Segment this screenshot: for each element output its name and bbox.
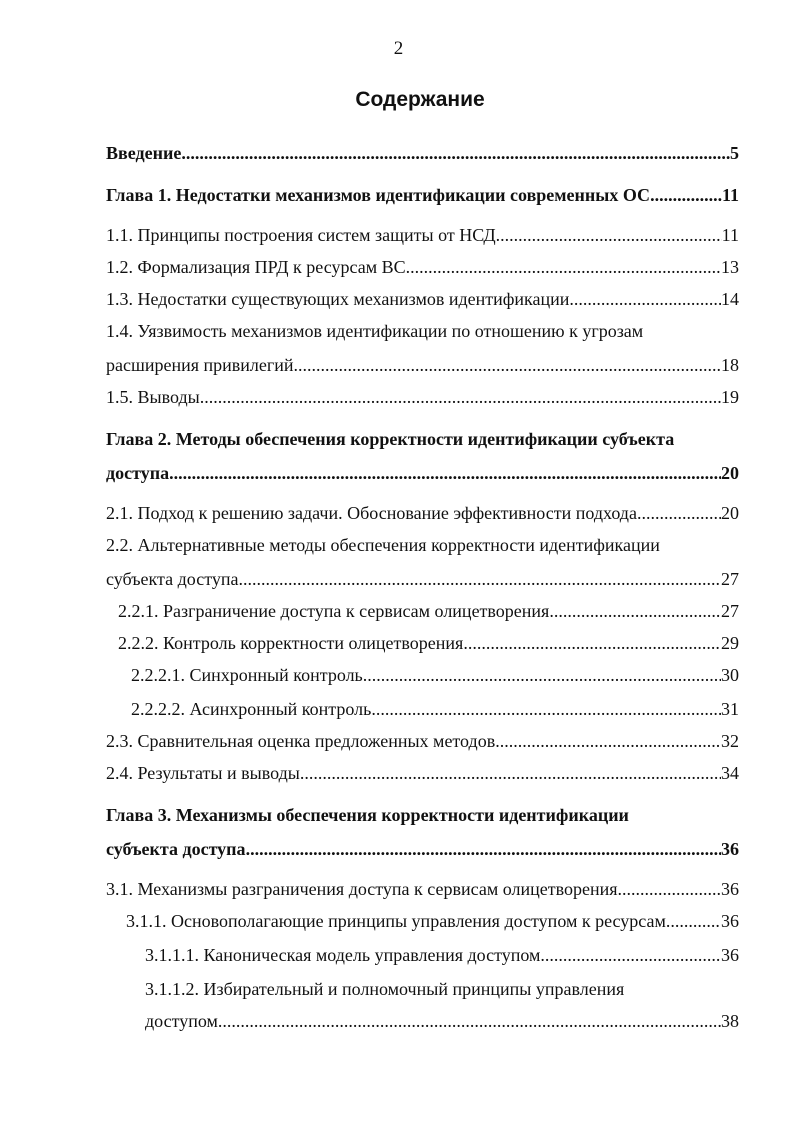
leader-dots bbox=[650, 182, 722, 208]
toc-entry-page: 34 bbox=[721, 763, 739, 783]
toc-entry-text: 3.1. Механизмы разграничения доступа к сервисам олицетворения bbox=[106, 879, 618, 899]
toc-entry bbox=[106, 876, 739, 902]
toc-entry-page: 36 bbox=[721, 879, 739, 899]
toc-entry-page: 38 bbox=[721, 1011, 739, 1031]
page-title: Содержание bbox=[355, 88, 485, 111]
toc-entry-text: 2.2.1. Разграничение доступа к сервисам олицетворения bbox=[118, 601, 550, 621]
toc-entry-page: 11 bbox=[721, 225, 739, 245]
leader-dots bbox=[218, 1008, 721, 1034]
toc-entry-page: 18 bbox=[721, 355, 739, 375]
leader-dots bbox=[496, 222, 722, 248]
toc-entry-text: расширения привилегий bbox=[106, 355, 294, 375]
toc-entry-page: 30 bbox=[721, 665, 739, 685]
toc-entry bbox=[106, 182, 739, 208]
toc-entry-text: 2.2. Альтернативные методы обеспечения корректности идентификации bbox=[106, 535, 660, 555]
leader-dots bbox=[495, 728, 721, 754]
leader-dots bbox=[183, 460, 721, 486]
leader-dots bbox=[406, 254, 721, 280]
toc-entry-text: 2.2.2.2. Асинхронный контроль bbox=[131, 699, 372, 719]
toc-entry-text: 2.4. Результаты и выводы bbox=[106, 763, 300, 783]
toc-entry-text: Глава 1. Недостатки механизмов идентификации современных ОС bbox=[106, 185, 651, 205]
toc-entry-text: Глава 2. Методы обеспечения корректности идентификации субъекта bbox=[106, 429, 675, 449]
toc-entry bbox=[131, 696, 739, 722]
toc-entry bbox=[118, 598, 739, 624]
toc-entry-text: субъекта доступа bbox=[106, 839, 246, 859]
toc-entry bbox=[145, 942, 739, 968]
leader-dots bbox=[569, 286, 721, 312]
toc-entry-text: Глава 3. Механизмы обеспечения корректности идентификации bbox=[106, 805, 629, 825]
leader-dots bbox=[463, 630, 721, 656]
toc-entry bbox=[145, 1008, 739, 1034]
toc-entry-text: субъекта доступа bbox=[106, 569, 239, 589]
leader-dots bbox=[200, 384, 721, 410]
toc-entry-text: 3.1.1.1. Каноническая модель управления доступом bbox=[145, 945, 541, 965]
leader-dots bbox=[618, 876, 722, 902]
leader-dots bbox=[294, 352, 721, 378]
toc-entry-text: 3.1.1.2. Избирательный и полномочный принципы управления bbox=[145, 979, 625, 999]
toc-entry-page: 11 bbox=[721, 185, 739, 205]
toc-entry-page: 5 bbox=[730, 143, 739, 163]
toc-entry-text: Введение bbox=[106, 143, 182, 163]
toc-entry-text: доступа... bbox=[106, 463, 183, 483]
toc-entry-text: 3.1.1. Основополагающие принципы управления доступом к ресурсам bbox=[126, 911, 666, 931]
toc-entry bbox=[106, 254, 739, 280]
leader-dots bbox=[549, 598, 721, 624]
toc-entry bbox=[106, 728, 739, 754]
toc-entry-text: 2.1. Подход к решению задачи. Обоснование эффективности подхода bbox=[106, 503, 637, 523]
toc-entry bbox=[118, 630, 739, 656]
toc-entry-text: 1.2. Формализация ПРД к ресурсам ВС bbox=[106, 257, 406, 277]
leader-dots bbox=[637, 500, 721, 526]
toc-entry bbox=[106, 318, 739, 344]
toc-entry bbox=[126, 908, 739, 934]
leader-dots bbox=[300, 760, 721, 786]
leader-dots bbox=[371, 696, 721, 722]
toc-entry bbox=[106, 286, 739, 312]
toc-entry-page: 19 bbox=[721, 387, 739, 407]
page-number: 2 bbox=[393, 38, 404, 59]
toc-entry-page: 29 bbox=[721, 633, 739, 653]
toc-entry-page: 36 bbox=[721, 839, 739, 859]
toc-entry bbox=[106, 384, 739, 410]
toc-entry-text: 2.2.2.1. Синхронный контроль bbox=[131, 665, 363, 685]
toc-entry-page: 20 bbox=[721, 463, 739, 483]
toc-entry-text: 1.5. Выводы bbox=[106, 387, 200, 407]
toc-entry-text: 1.3. Недостатки существующих механизмов идентификации bbox=[106, 289, 570, 309]
leader-dots bbox=[246, 836, 721, 862]
toc-entry-page: 31 bbox=[721, 699, 739, 719]
toc-entry-page: 32 bbox=[721, 731, 739, 751]
leader-dots bbox=[363, 662, 721, 688]
toc-entry bbox=[106, 760, 739, 786]
toc-entry-text: 1.4. Уязвимость механизмов идентификации по отношению к угрозам bbox=[106, 321, 644, 341]
toc-entry bbox=[106, 500, 739, 526]
toc-entry bbox=[106, 352, 739, 378]
toc-entry-page: 20 bbox=[721, 503, 739, 523]
toc-entry-page: 27 bbox=[721, 569, 739, 589]
toc-entry-page: 27 bbox=[721, 601, 739, 621]
leader-dots bbox=[181, 140, 730, 166]
toc-entry-page: 13 bbox=[721, 257, 739, 277]
toc-entry bbox=[106, 802, 739, 828]
leader-dots bbox=[238, 566, 721, 592]
toc-entry-text: 2.2.2. Контроль корректности олицетворения bbox=[118, 633, 464, 653]
toc-entry bbox=[145, 976, 739, 1002]
toc-entry bbox=[106, 566, 739, 592]
toc-entry-page: 36 bbox=[721, 945, 739, 965]
toc-entry bbox=[106, 222, 739, 248]
toc-entry-text: доступом bbox=[145, 1011, 218, 1031]
toc-entry bbox=[106, 532, 739, 558]
toc-entry-page: 14 bbox=[721, 289, 739, 309]
toc-entry-page: 36 bbox=[721, 911, 739, 931]
toc-entry bbox=[106, 140, 739, 166]
leader-dots bbox=[666, 908, 721, 934]
toc-entry bbox=[106, 836, 739, 862]
leader-dots bbox=[540, 942, 721, 968]
toc-entry-text: 1.1. Принципы построения систем защиты от НСД bbox=[106, 225, 496, 245]
toc-entry bbox=[106, 426, 739, 452]
toc-entry bbox=[131, 662, 739, 688]
toc-entry-text: 2.3. Сравнительная оценка предложенных методов bbox=[106, 731, 496, 751]
toc-entry bbox=[106, 460, 739, 486]
